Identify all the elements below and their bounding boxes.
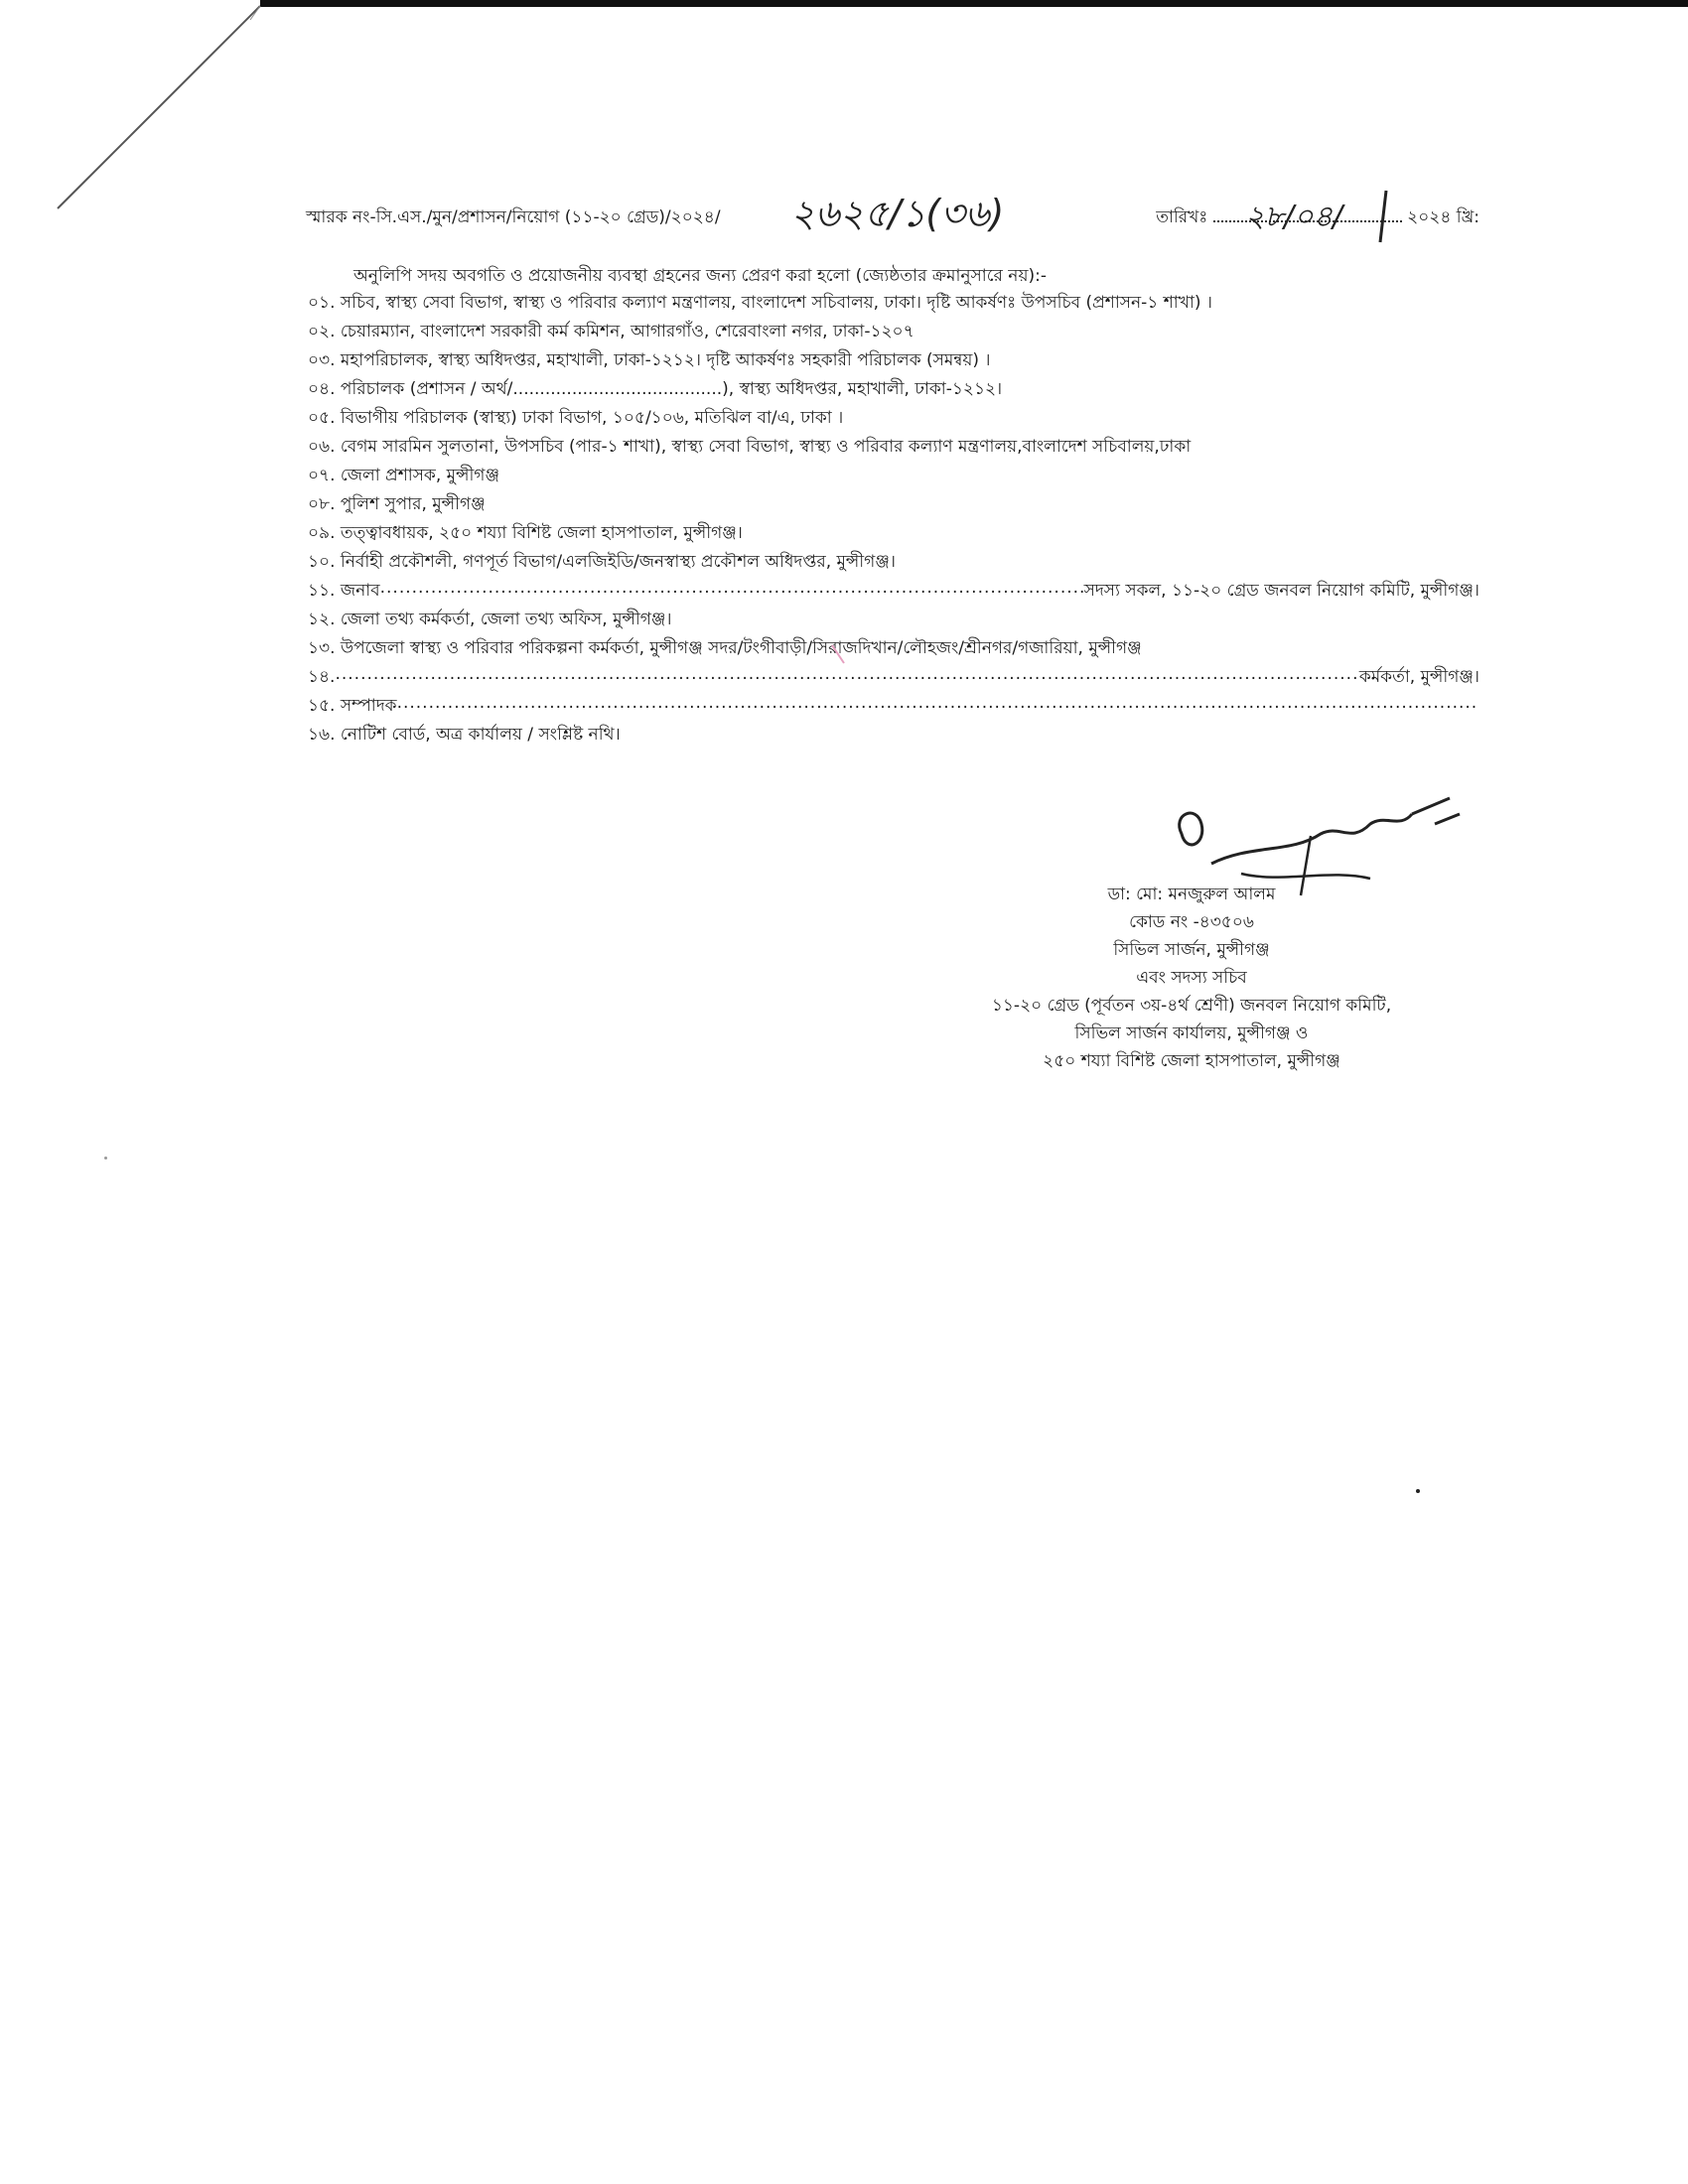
date-year: ২০২৪ খ্রি:: [1407, 207, 1479, 227]
signatory-code: কোড নং -৪৩৫০৬: [1129, 912, 1254, 932]
recipient-text: ০৭. জেলা প্রশাসক, মুন্সীগঞ্জ: [308, 466, 499, 485]
recipient-text: ১৩. উপজেলা স্বাস্থ্য ও পরিবার পরিকল্পনা কর্মকর্তা, মুন্সীগঞ্জ সদর/টংগীবাড়ী/সিরাজদিখান/লৌহজং/শ্রীনগর/গজারিয়া, মুন্সীগঞ্জ: [308, 638, 1142, 658]
recipient-row: [308, 578, 1479, 607]
recipient-tail: কর্মকর্তা, মুন্সীগঞ্জ।: [1358, 667, 1479, 687]
recipient-row: [308, 549, 1479, 578]
recipient-row: [308, 319, 1479, 347]
recipient-text: ০৩. মহাপরিচালক, স্বাস্থ্য অধিদপ্তর, মহাখালী, ঢাকা-১২১২। দৃষ্টি আকর্ষণঃ সহকারী পরিচালক (সমন্বয়) ।: [308, 350, 991, 370]
scan-speck: [104, 1157, 107, 1160]
memo-ref-number: স্মারক নং-সি.এস./মুন/প্রশাসন/নিয়োগ (১১-২০ গ্রেড)/২০২৪/: [306, 207, 721, 227]
recipient-lead: ১১. জনাব: [308, 581, 380, 601]
recipient-row: [308, 376, 1479, 405]
signatory-committee: ১১-২০ গ্রেড (পূর্বতন ৩য়-৪র্থ শ্রেণী) জনবল নিয়োগ কমিটি,: [991, 996, 1392, 1016]
signatory-designation: সিভিল সার্জন, মুন্সীগঞ্জ: [1113, 940, 1270, 960]
recipient-list: [308, 290, 1479, 751]
recipient-row: [308, 635, 1479, 664]
recipient-text: ০৮. পুলিশ সুপার, মুন্সীগঞ্জ: [308, 494, 486, 514]
fill-in-dots: [397, 693, 1479, 722]
recipient-text: ০২. চেয়ারম্যান, বাংলাদেশ সরকারী কর্ম কমিশন, আগারগাঁও, শেরেবাংলা নগর, ঢাকা-১২০৭: [308, 322, 914, 341]
recipient-row: [308, 405, 1479, 434]
recipient-row: [308, 347, 1479, 376]
recipient-lead: ১৫. সম্পাদক: [308, 696, 397, 716]
recipient-lead: ১৪.: [308, 667, 336, 687]
scan-top-edge: [260, 0, 1688, 7]
svg-text:২৬২৫/১(৩৬): ২৬২৫/১(৩৬): [790, 192, 1005, 235]
memo-header: [306, 191, 1479, 240]
signatory-role: এবং সদস্য সচিব: [1136, 968, 1247, 988]
pink-tick-mark: [830, 643, 848, 665]
signatory-name: ডা: মো: মনজুরুল আলম: [1107, 885, 1276, 904]
copy-intro: অনুলিপি সদয় অবগতি ও প্রয়োজনীয় ব্যবস্থা গ্রহনের জন্য প্রেরণ করা হলো (জ্যেষ্ঠতার ক্রমানুসারে নয়):-: [353, 266, 1047, 286]
recipient-text: ০১. সচিব, স্বাস্থ্য সেবা বিভাগ, স্বাস্থ্য ও পরিবার কল্যাণ মন্ত্রণালয়, বাংলাদেশ সচিবালয়, ঢাকা। দৃষ্টি আকর্ষণঃ উপসচিব (প্রশাসন-১ শাখা) ।: [308, 293, 1212, 313]
recipient-text: ০৫. বিভাগীয় পরিচালক (স্বাস্থ্য) ঢাকা বিভাগ, ১০৫/১০৬, মতিঝিল বা/এ, ঢাকা ।: [308, 408, 844, 428]
recipient-row: [308, 434, 1479, 463]
handwritten-ref-number: [786, 183, 1064, 242]
recipient-text: ১২. জেলা তথ্য কর্মকর্তা, জেলা তথ্য অফিস, মুন্সীগঞ্জ।: [308, 610, 672, 629]
date-label: তারিখঃ: [1156, 207, 1208, 227]
recipient-row: [308, 693, 1479, 722]
recipient-row: [308, 664, 1479, 693]
signatory-office: সিভিল সার্জন কার্যালয়, মুন্সীগঞ্জ ও: [1074, 1024, 1309, 1043]
signatory-hospital: ২৫০ শয্যা বিশিষ্ট জেলা হাসপাতাল, মুন্সীগঞ্জ: [1043, 1051, 1340, 1071]
recipient-row: [308, 463, 1479, 491]
recipient-text: ১৬. নোটিশ বোর্ড, অত্র কার্যালয় / সংশ্লিষ্ট নথি।: [308, 725, 621, 745]
recipient-text: ১০. নির্বাহী প্রকৌশলী, গণপূর্ত বিভাগ/এলজিইডি/জনস্বাস্থ্য প্রকৌশল অধিদপ্তর, মুন্সীগঞ্জ।: [308, 552, 896, 572]
fill-in-dots: [335, 664, 1358, 693]
recipient-tail: সদস্য সকল, ১১-২০ গ্রেড জনবল নিয়োগ কমিটি, মুন্সীগঞ্জ।: [1083, 581, 1479, 601]
scan-fold-mark: [0, 0, 298, 238]
signatory-block: [894, 882, 1489, 1076]
recipient-row: [308, 290, 1479, 319]
recipient-row: [308, 491, 1479, 520]
recipient-text: ০৪. পরিচালক (প্রশাসন / অর্থ/.......................................), স্বাস্থ্য অধিদপ্তর, মহাখালী, ঢাকা-১২১২।: [308, 379, 1003, 399]
scan-speck: [1416, 1489, 1420, 1493]
recipient-text: ০৬. বেগম সারমিন সুলতানা, উপসচিব (পার-১ শাখা), স্বাস্থ্য সেবা বিভাগ, স্বাস্থ্য ও পরিবার কল্যাণ মন্ত্রণালয়,বাংলাদেশ সচিবালয়,ঢাকা: [308, 437, 1192, 457]
recipient-text: ০৯. তত্ত্বাবধায়ক, ২৫০ শয্যা বিশিষ্ট জেলা হাসপাতাল, মুন্সীগঞ্জ।: [308, 523, 743, 543]
fill-in-dots: [380, 578, 1084, 607]
recipient-row: [308, 607, 1479, 635]
recipient-row: [308, 520, 1479, 549]
svg-text:২৮/০৪/: ২৮/০৪/: [1245, 200, 1343, 234]
recipient-row: [308, 722, 1479, 751]
handwritten-date: [1237, 185, 1416, 244]
